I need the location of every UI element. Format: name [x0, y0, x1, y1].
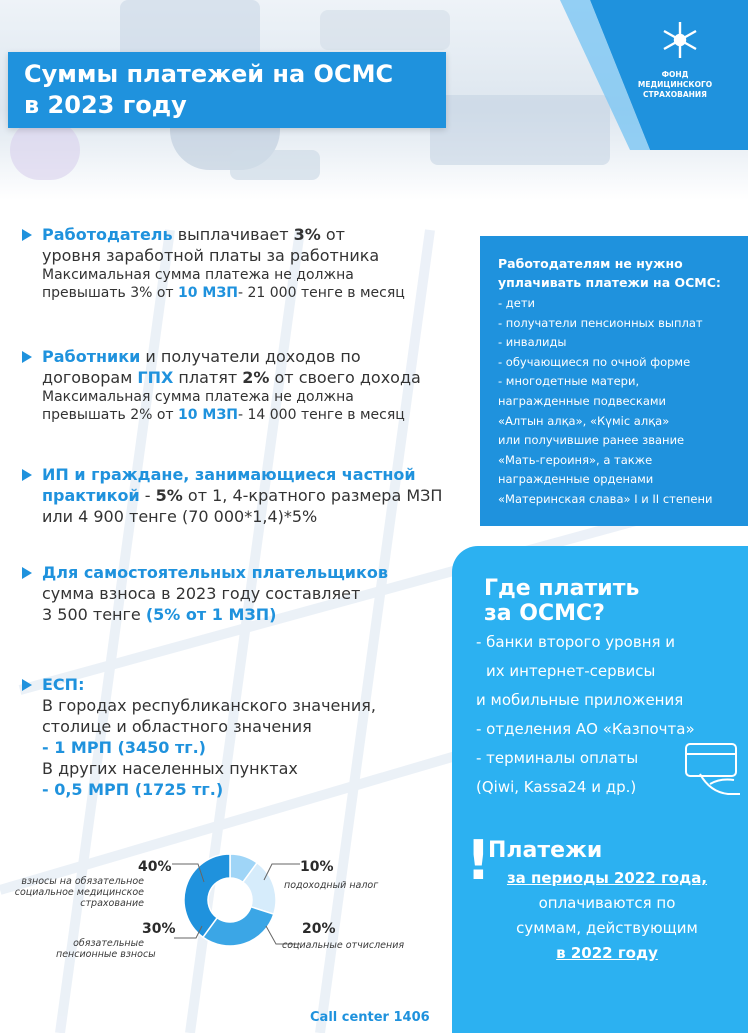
exemptions-item: - обучающиеся по очной форме	[498, 354, 691, 369]
exemptions-panel	[480, 236, 748, 526]
payments-note: за периоды 2022 года, оплачиваются по суммам, действующим в 2022 году	[506, 869, 708, 962]
legend-tax-label: подоходный налог	[284, 880, 379, 891]
exemptions-item: - многодетные матери,	[498, 374, 640, 389]
where-item: их интернет-сервисы	[486, 662, 656, 680]
exemptions-item: награжденные орденами	[498, 472, 654, 487]
legend-pension-label: обязательные пенсионные взносы	[56, 938, 156, 960]
where-item: - терминалы оплаты	[476, 749, 639, 767]
where-item: - банки второго уровня и	[476, 633, 676, 651]
where-item: - отделения АО «Казпочта»	[476, 720, 695, 738]
legend-social-label: социальные отчисления	[282, 940, 405, 951]
bullet-arrow-icon	[22, 567, 32, 579]
exemptions-item: «Мать-героиня», а также	[498, 452, 653, 467]
ip-block: ИП и граждане, занимающиеся частной практикой - 5% от 1, 4-кратного размера МЗП или 4 900 тенге (70 000*1,4)*5%	[22, 464, 442, 527]
title-line-2: в 2023 году	[24, 91, 187, 119]
esp-block: ЕСП: В городах республиканского значения, столице и областного значения - 1 МРП (3450 тг.) В других населенных пунктах - 0,5 МРП (1725 тг.)	[22, 674, 376, 800]
payments-title: Платежи	[488, 838, 603, 863]
where-item: и мобильные приложения	[476, 691, 684, 709]
logo-caption: ФОНД МЕДИЦИНСКОГО СТРАХОВАНИЯ	[637, 70, 713, 99]
bullet-arrow-icon	[22, 469, 32, 481]
bullet-arrow-icon	[22, 679, 32, 691]
self-payers-block: Для самостоятельных плательщиков сумма взноса в 2023 году составляет 3 500 тенге (5% от 1 МЗП)	[22, 562, 388, 625]
exemptions-heading-1: Работодателям не нужно	[498, 256, 683, 271]
workers-block: Работники и получатели доходов по договорам ГПХ платят 2% от своего дохода Максимальная сумма платежа не должна превышать 2% от 10 МЗП- 14 000 тенге в месяц	[22, 346, 421, 424]
exemptions-item: - получатели пенсионных выплат	[498, 315, 703, 330]
card-payment-icon	[680, 728, 744, 802]
page-title	[8, 52, 446, 128]
exemptions-item: или получившие ранее звание	[498, 433, 685, 448]
exclamation-icon: !	[466, 829, 491, 892]
bullet-arrow-icon	[22, 351, 32, 363]
exemptions-item: награжденные подвесками	[498, 393, 667, 408]
slice-pension	[203, 907, 274, 946]
legend-pension-pct: 30%	[142, 921, 176, 937]
exemptions-item: «Материнская слава» I и II степени	[498, 491, 713, 506]
legend-tax-pct: 10%	[300, 859, 334, 875]
exemptions-heading-2: уплачивать платежи на ОСМС:	[498, 275, 721, 290]
where-item: (Qiwi, Kassa24 и др.)	[476, 778, 637, 796]
legend-osms-label: взносы на обязательное социальное медицинское страхование	[14, 876, 144, 909]
call-center: Call center 1406	[310, 1010, 430, 1025]
exemptions-item: «Алтын алқа», «Күміс алқа»	[498, 413, 670, 428]
tax-donut-chart	[150, 834, 310, 974]
title-line-1: Суммы платежей на ОСМС	[24, 60, 394, 88]
exemptions-item: - дети	[498, 296, 536, 310]
exemptions-item: - инвалиды	[498, 335, 567, 350]
bullet-arrow-icon	[22, 229, 32, 241]
legend-social-pct: 20%	[302, 921, 336, 937]
legend-osms-pct: 40%	[138, 859, 172, 875]
employer-block: Работодатель выплачивает 3% от уровня заработной платы за работника Максимальная сумма платежа не должна превышать 3% от 10 МЗП- 21 000 тенге в месяц	[22, 224, 405, 302]
where-to-pay-list	[476, 628, 695, 802]
where-to-pay-title: Где платить за ОСМС?	[484, 576, 640, 626]
